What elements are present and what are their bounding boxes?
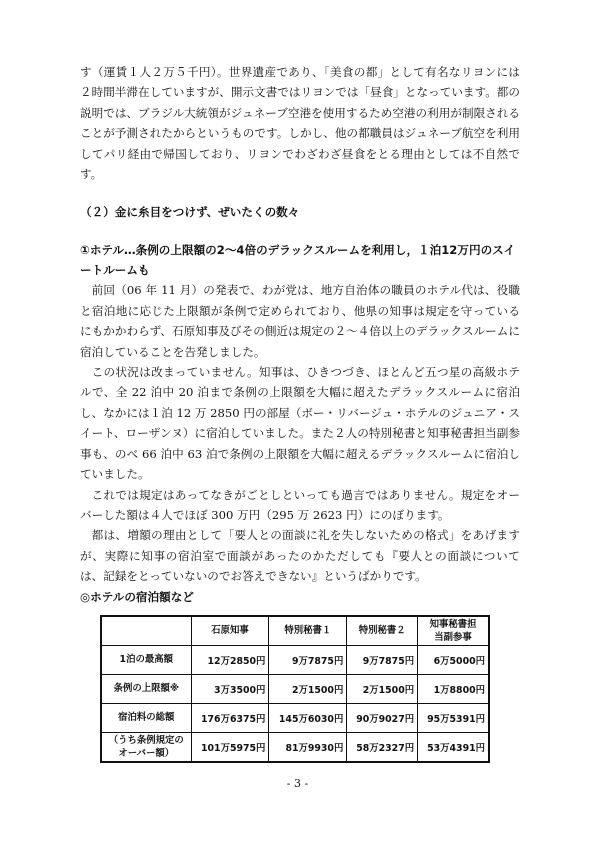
table-cell: 3万3500円 [191,674,269,703]
table-cell: 95万5391円 [418,703,489,732]
paragraph-reason: 都は、増額の理由として「要人との面談に礼を失しないための格式」をあげますが、実際に知事の宿泊室で面談があったのかただしても『要人との面談については、記録をとっていないのでお答えできない』というばかりです。 [80,528,520,584]
table-header-cell: 特別秘書２ [347,616,418,646]
table-row [101,732,489,762]
table-cell: 81万9930円 [269,732,347,762]
table-header-row [101,616,489,646]
row-label: 条例の上限額※ [101,674,191,703]
table-header-cell: 石原知事 [191,616,269,646]
table-cell: 2万1500円 [269,674,347,703]
page-number: - 3 - [286,777,309,790]
table-cell: 58万2327円 [347,732,418,762]
table-cell: 1万8800円 [418,674,489,703]
hotel-heading: ①ホテル…条例の上限額の2～4倍のデラックスルームを利用し，１泊12万円のスイートルームも [80,243,516,278]
table-cell: 90万9027円 [347,703,418,732]
table-cell: 6万5000円 [418,645,489,674]
table-cell: 9万7875円 [347,645,418,674]
table-row [101,645,489,674]
intro-paragraph: す（運賃１人２万５千円）。世界遺産であり、「美食の都」として有名なリヨンには２時間半滞在していますが、開示文書ではリヨンでは「昼食」となっています。都の説明では、ブラジル大統領がジュネーブ空港を使用するため空港の利用が制限されることが予測されたからというものです。しかし、他の都職員はジュネーブ航空を利用してパリ経由で帰国しており、リヨンでわざわざ昼食をとる理由としては不自然です。 [80,65,520,182]
document-body [80,62,520,763]
row-label: 1泊の最高額 [101,645,191,674]
table-cell: 12万2850円 [191,645,269,674]
paragraph-situation: この状況は改まっていません。知事は、ひきつづき、ほとんど五つ星の高級ホテルで、全 22 泊中 20 泊まで条例の上限額を大幅に超えたデラックスルームに宿泊し、なかには１泊 12 万 2850 円の部屋（ボー・リバージュ・ホテルのジュニア・スイート、ローザンヌ）に宿泊していました。また２人の特別秘書と知事秘書担当副参事も、のべ 66 泊中 63 泊で条例の上限額を大幅に超えるデラックスルームに宿泊していました。 [80,365,520,482]
table-title: ◎ホテルの宿泊額など [80,589,194,604]
table-cell: 9万7875円 [269,645,347,674]
section-heading: （２）金に糸目をつけず、ぜいたくの数々 [80,205,300,220]
table-cell: 53万4391円 [418,732,489,762]
table-header-cell: 知事秘書担 当副参事 [418,616,489,646]
table-row [101,674,489,703]
row-label: 宿泊料の総額 [101,703,191,732]
table-row [101,703,489,732]
table-cell: 101万5975円 [191,732,269,762]
paragraph-previous-report: 前回（06 年 11 月）の発表で、わが党は、地方自治体の職員のホテル代は、役職と宿泊地に応じた上限額が条例で定められており、他県の知事は規定を守っているにもかかわらず、石原知事及びその側近は規定の２～４倍以上のデラックスルームに宿泊していることを告発しました。 [80,283,520,359]
table-cell: 2万1500円 [347,674,418,703]
table-header-cell [101,616,191,646]
table-cell: 176万6375円 [191,703,269,732]
table-cell: 145万6030円 [269,703,347,732]
hotel-cost-table [100,615,490,763]
row-label: （うち条例規定の オーバー額） [101,732,191,762]
paragraph-excess: これでは規定はあってなきがごとしといっても過言ではありません。規定をオーバーした額は４人でほぼ 300 万円（295 万 2623 円）にのぼります。 [80,487,520,522]
table-header-cell: 特別秘書１ [269,616,347,646]
